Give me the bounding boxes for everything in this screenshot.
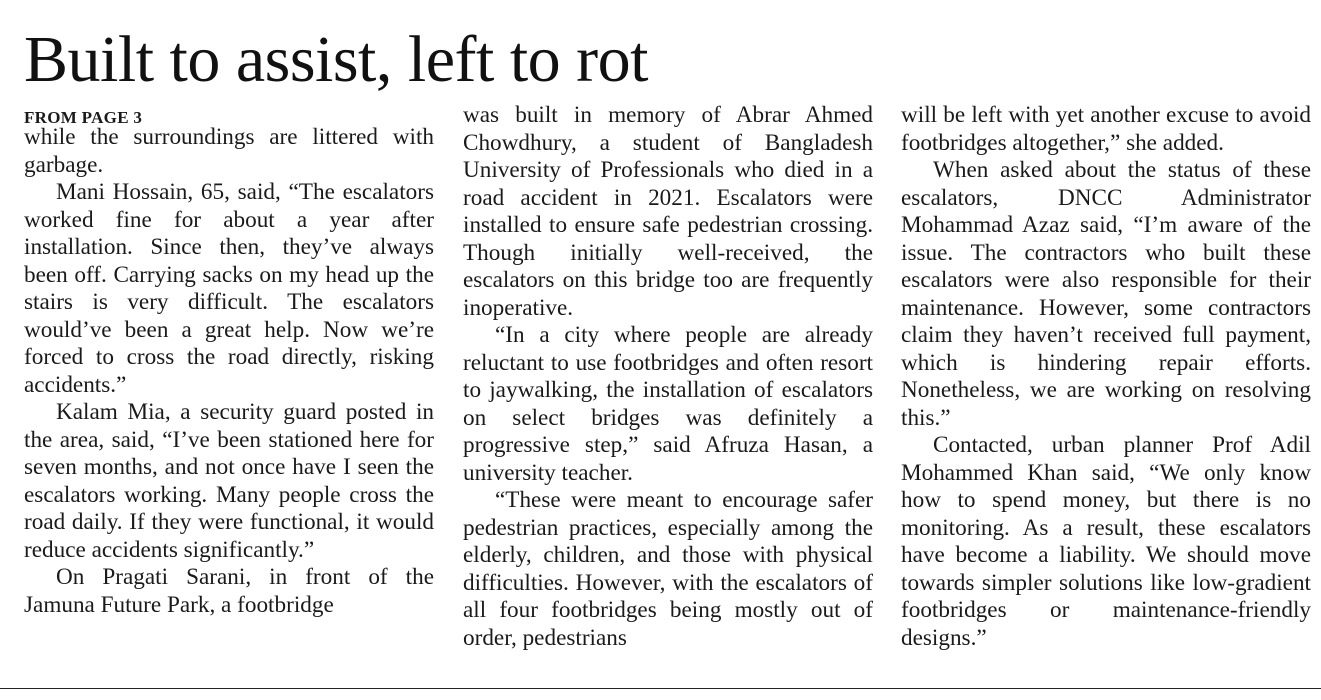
continuation-kicker: FROM PAGE 3 [24, 108, 143, 127]
article-column-3 [901, 102, 1311, 652]
paragraph: On Pragati Sarani, in front of the Jamuna Future Park, a footbridge [24, 564, 434, 618]
paragraph: while the surroundings are littered with garbage. [24, 124, 434, 178]
paragraph: was built in memory of Abrar Ahmed Chowdhury, a student of Bangladesh University of Professionals who died in a road accident in 2021. Escalators were installed to ensure safe pedestrian crossing. Though initially well-received, the escalators on this bridge too are frequently inoperative. [463, 102, 873, 321]
bottom-divider [0, 688, 1321, 689]
paragraph: Contacted, urban planner Prof Adil Mohammed Khan said, “We only know how to spend money, but there is no monitoring. As a result, these escalators have become a liability. We should move towards simpler solutions like low-gradient footbridges or maintenance-friendly designs.” [901, 432, 1311, 651]
headline: Built to assist, left to rot [24, 23, 648, 96]
article-column-1 [24, 102, 434, 619]
article-column-2 [463, 102, 873, 652]
paragraph: will be left with yet another excuse to avoid footbridges altogether,” she added. [901, 102, 1311, 156]
paragraph: “In a city where people are already reluctant to use footbridges and often resort to jaywalking, the installation of escalators on select bridges was definitely a progressive step,” said Afruza Hasan, a university teacher. [463, 322, 873, 486]
paragraph: “These were meant to encourage safer pedestrian practices, especially among the elderly, children, and those with physical difficulties. However, with the escalators of all four footbridges being mostly out of order, pedestrians [463, 487, 873, 651]
paragraph: When asked about the status of these escalators, DNCC Administrator Mohammad Azaz said, “I’m aware of the issue. The contractors who built these escalators were also responsible for their maintenance. However, some contractors claim they haven’t received full payment, which is hindering repair efforts. Nonetheless, we are working on resolving this.” [901, 157, 1311, 431]
paragraph: Kalam Mia, a security guard posted in the area, said, “I’ve been stationed here for seven months, and not once have I seen the escalators working. Many people cross the road daily. If they were functional, it would reduce accidents significantly.” [24, 399, 434, 563]
paragraph: Mani Hossain, 65, said, “The escalators worked fine for about a year after installation. Since then, they’ve always been off. Carrying sacks on my head up the stairs is very difficult. The escalators would’ve been a great help. Now we’re forced to cross the road directly, risking accidents.” [24, 179, 434, 398]
